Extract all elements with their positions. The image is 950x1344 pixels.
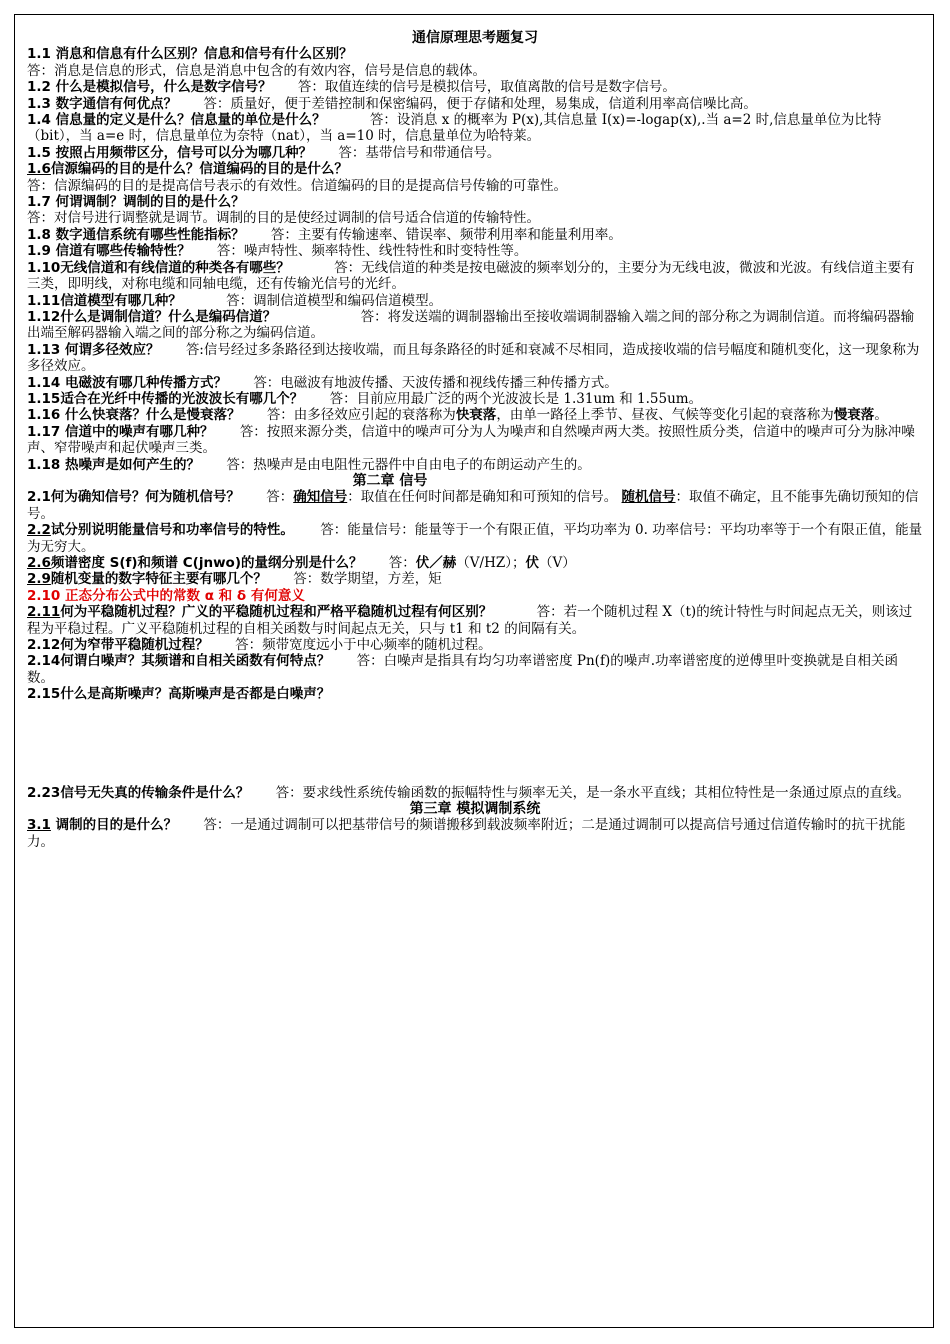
answer-text: 答：对信号进行调整就是调节。调制的目的是使经过调制的信号适合信道的传输特性。 (27, 210, 540, 227)
question-text: 1.12什么是调制信道？什么是编码信道？ (27, 308, 277, 325)
question-text: 1.9 信道有哪些传输特性？ (27, 243, 191, 260)
document-title: 通信原理思考题复习 (412, 30, 538, 46)
question-text: 2.11何为平稳随机过程？广义的平稳随机过程和严格平稳随机过程有何区别？ (27, 604, 493, 621)
question-3-1 (27, 817, 923, 850)
question-1-5 (27, 145, 923, 161)
question-1-13 (27, 342, 923, 375)
answer-text: 答：确知信号：取值在任何时间都是确知和可预知的信号。 随机信号：取值不确定，且不能事先确切预知的信号。 (27, 489, 919, 522)
answer-text: 答：要求线性系统传输函数的振幅特性与频率无关，是一条水平直线；其相位特性是一条通过原点的直线。 (275, 784, 911, 801)
question-1-10 (27, 260, 923, 293)
question-1-15 (27, 391, 923, 407)
answer-text: 答：设消息 x 的概率为 P(x),其信息量 I(x)=-logap(x),.当 a=2 时,信息量单位为比特（bit），当 a=e 时，信息量单位为奈特（nat），当 a=10 时，信息量单位为哈特莱。 (27, 112, 882, 145)
question-text: 1.4 信息量的定义是什么？信息量的单位是什么？ (27, 112, 326, 129)
question-1-12 (27, 309, 923, 342)
question-2-15 (27, 686, 923, 702)
question-1-8 (27, 227, 923, 243)
answer-text: 答：将发送端的调制器输出至接收端调制器输入端之间的部分称之为调制信道。而将编码器输出端至解码器输入端之间的部分称之为编码信道。 (27, 308, 915, 342)
question-1-14 (27, 375, 923, 391)
question-text: 3.1 调制的目的是什么？ (27, 817, 178, 834)
question-2-6 (27, 555, 923, 571)
answer-text: 答：由多径效应引起的衰落称为快衰落，由单一路径上季节、昼夜、气候等变化引起的衰落称为慢衰落。 (266, 407, 888, 424)
question-text: 1.8 数字通信系统有哪些性能指标？ (27, 226, 245, 243)
question-text: 2.2试分别说明能量信号和功率信号的特性。 (27, 522, 294, 539)
answer-text: 答：取值连续的信号是模拟信号，取值离散的信号是数字信号。 (297, 79, 676, 96)
question-text: 2.1何为确知信号？何为随机信号？ (27, 489, 240, 506)
question-text: 1.1 消息和信息有什么区别？信息和信号有什么区别？ (27, 46, 353, 63)
question-1-16 (27, 407, 923, 423)
answer-text: 答：调制信道模型和编码信道模型。 (226, 292, 443, 309)
answer-text: 答：主要有传输速率、错误率、频带利用率和能量利用率。 (270, 226, 622, 243)
answer-text: 答：能量信号：能量等于一个有限正值，平均功率为 0. 功率信号：平均功率等于一个有限正值，能量为无穷大。 (27, 522, 923, 555)
answer-text: 答:信号经过多条路径到达接收端，而且每条路径的时延和衰减不尽相同，造成接收端的信号幅度和随机变化，这一现象称为多径效应。 (27, 341, 920, 375)
question-2-10: 2.10 正态分布公式中的常数 α 和 δ 有何意义 (27, 587, 305, 604)
question-text: 1.13 何谓多径效应？ (27, 341, 160, 358)
question-text: 2.9随机变量的数字特征主要有哪几个？ (27, 571, 267, 588)
question-text: 1.17 信道中的噪声有哪几种？ (27, 423, 214, 440)
question-text: 2.23信号无失真的传输条件是什么？ (27, 784, 250, 801)
question-1-6 (27, 161, 923, 194)
answer-text: 答：按照来源分类，信道中的噪声可分为人为噪声和自然噪声两大类。按照性质分类，信道中的噪声可分为脉冲噪声、窄带噪声和起伏噪声三类。 (27, 423, 915, 457)
question-1-3 (27, 96, 923, 112)
answer-text: 答：若一个随机过程 X（t)的统计特性与时间起点无关，则该过程为平稳过程。广义平稳随机过程的自相关函数与时间起点无关，只与 t1 和 t2 的间隔有关。 (27, 604, 913, 637)
question-2-14 (27, 653, 923, 686)
question-1-18 (27, 457, 923, 473)
question-2-2 (27, 522, 923, 555)
answer-text: 答：伏／赫（V/HZ）；伏（V） (388, 555, 576, 572)
question-1-4 (27, 112, 923, 145)
question-1-1 (27, 46, 923, 79)
answer-text: 答：热噪声是由电阻性元器件中自由电子的布朗运动产生的。 (226, 456, 591, 473)
blank-space (27, 703, 923, 785)
answer-text: 答：消息是信息的形式，信息是消息中包含的有效内容，信号是信息的载体。 (27, 62, 486, 79)
answer-text: 答：基带信号和带通信号。 (338, 144, 501, 161)
question-1-9 (27, 243, 923, 259)
question-2-9 (27, 571, 923, 587)
question-text: 2.12何为窄带平稳随机过程？ (27, 637, 209, 654)
question-2-12 (27, 637, 923, 653)
answer-text: 答：噪声特性、频率特性、线性特性和时变特性等。 (216, 243, 528, 260)
question-2-1 (27, 473, 923, 489)
answer-text: 答：频带宽度远小于中心频率的随机过程。 (235, 637, 492, 654)
answer-text: 答：电磁波有地波传播、天波传播和视线传播三种传播方式。 (253, 374, 618, 391)
question-1-7 (27, 194, 923, 227)
answer-text: 答：信源编码的目的是提高信号表示的有效性。信道编码的目的是提高信号传输的可靠性。 (27, 177, 567, 194)
question-text: 1.2 什么是模拟信号，什么是数字信号？ (27, 79, 272, 96)
question-text: 1.16 什么快衰落？什么是慢衰落？ (27, 407, 241, 424)
question-text: 1.6信源编码的目的是什么？信道编码的目的是什么？ (27, 161, 348, 178)
question-text: 1.15适合在光纤中传播的光波波长有哪几个？ (27, 390, 304, 407)
answer-text: 答：无线信道的种类是按电磁波的频率划分的，主要分为无线电波，微波和光波。有线信道主要有三类，即明线，对称电缆和同轴电缆，还有传输光信号的光纤。 (27, 259, 915, 293)
question-text: 2.15什么是高斯噪声？高斯噪声是否都是白噪声？ (27, 686, 331, 703)
question-text: 1.3 数字通信有何优点？ (27, 95, 178, 112)
answer-text: 答：目前应用最广泛的两个光波波长是 1.31um 和 1.55um。 (329, 390, 703, 407)
chapter-2-heading: 第二章 信号 (352, 472, 428, 489)
question-1-11 (27, 293, 923, 309)
question-1-2 (27, 79, 923, 95)
question-text: 1.14 电磁波有哪几种传播方式？ (27, 374, 228, 391)
question-text: 1.7 何谓调制？调制的目的是什么？ (27, 194, 245, 211)
question-1-17 (27, 424, 923, 457)
answer-text: 答：一是通过调制可以把基带信号的频谱搬移到载波频率附近；二是通过调制可以提高信号通过信道传输时的抗干扰能力。 (27, 817, 906, 850)
question-text: 1.18 热噪声是如何产生的？ (27, 456, 201, 473)
question-2-23 (27, 785, 923, 801)
question-text: 1.11信道模型有哪几种？ (27, 292, 182, 309)
answer-text: 答：数学期望，方差，矩 (293, 571, 442, 588)
answer-text: 答：白噪声是指具有均匀功率谱密度 Pn(f)的噪声.功率谱密度的逆傅里叶变换就是自相关函数。 (27, 653, 898, 686)
question-2-11 (27, 604, 923, 637)
question-text: 2.14何谓白噪声？其频谱和自相关函数有何特点？ (27, 653, 331, 670)
question-text: 1.5 按照占用频带区分，信号可以分为哪几种？ (27, 144, 313, 161)
question-text: 1.10无线信道和有线信道的种类各有哪些？ (27, 259, 290, 276)
chapter-3-heading: 第三章 模拟调制系统 (409, 801, 541, 818)
answer-text: 答：质量好，便于差错控制和保密编码，便于存储和处理，易集成，信道利用率高信噪比高。 (203, 95, 757, 112)
question-2-1-body (27, 489, 923, 522)
document-body (27, 30, 923, 850)
question-text: 2.6频谱密度 S(f)和频谱 C(jnwo)的量纲分别是什么？ (27, 555, 363, 572)
